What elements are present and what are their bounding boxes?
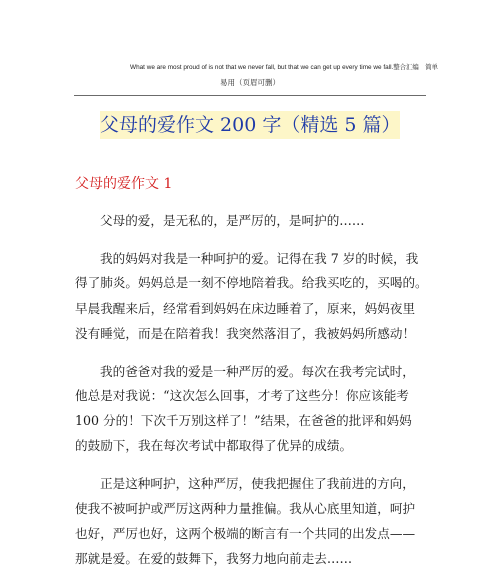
paragraph-line: 没有睡觉，而是在陪着我！我突然落泪了，我被妈妈所感动！ [75, 326, 416, 341]
paragraph-line: 他总是对我说：“这次怎么回事，才考了这些分！你应该能考 [75, 388, 409, 403]
paragraph-line: 正是这种呵护，这种严厉，使我把握住了我前进的方向， [100, 476, 415, 491]
paragraph-line: 的鼓励下，我在每次考试中都取得了优异的成绩。 [75, 438, 353, 453]
paragraph-line: 也好，严厉也好，这两个极端的断言有一个共同的出发点—— [75, 526, 416, 541]
paragraph-line: 那就是爱。在爱的鼓舞下，我努力地向前走去…… [75, 551, 353, 566]
document-title: 父母的爱作文 200 字（精选 5 篇） [100, 111, 400, 139]
paragraph-line: 使我不被呵护或严厉这两种力量推偏。我从心底里知道，呵护 [75, 501, 416, 516]
paragraph-line: 100 分的！下次千万别这样了！”结果，在爸爸的批评和妈妈 [75, 413, 412, 428]
header-divider [74, 95, 426, 96]
header-quote: What we are most proud of is not that we never fall, but that we can get up every time we fall.整合汇编 简单 [130, 64, 438, 71]
header-note: 易用（页眉可删） [220, 78, 280, 87]
paragraph-line: 我的妈妈对我是一种呵护的爱。记得在我 7 岁的时候，我 [100, 251, 419, 266]
paragraph-line: 得了肺炎。妈妈总是一刻不停地陪着我。给我买吃的，买喝的。 [75, 275, 428, 290]
paragraph-line: 早晨我醒来后，经常看到妈妈在床边睡着了，原来，妈妈夜里 [75, 301, 416, 316]
paragraph-line: 父母的爱，是无私的，是严厉的，是呵护的…… [100, 213, 365, 228]
paragraph-line: 我的爸爸对我的爱是一种严厉的爱。每次在我考完试时， [100, 364, 415, 379]
section-heading: 父母的爱作文 1 [75, 176, 173, 192]
